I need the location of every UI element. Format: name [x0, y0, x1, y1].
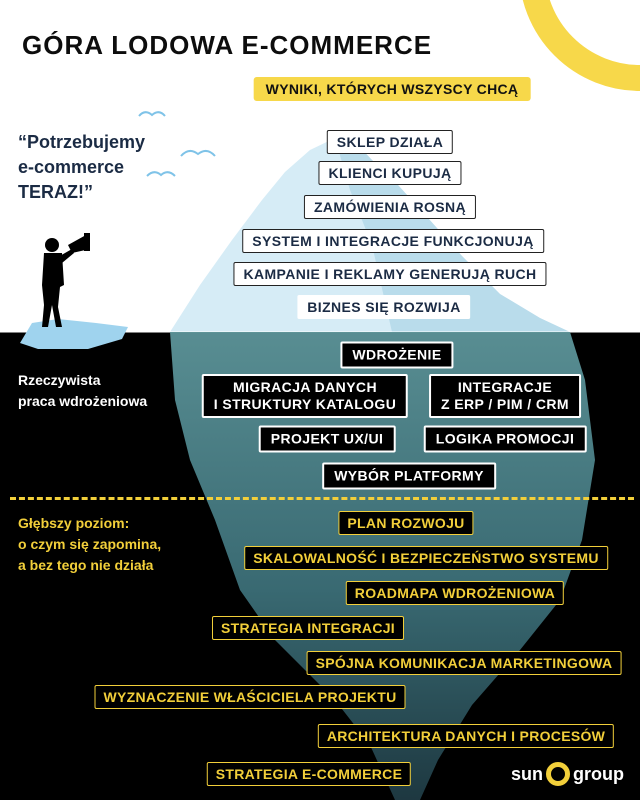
- task-item: WDROŻENIE: [340, 342, 453, 369]
- task-item: PROJEKT UX/UI: [259, 426, 396, 453]
- foundation-item: SPÓJNA KOMUNIKACJA MARKETINGOWA: [307, 651, 622, 675]
- result-item: SKLEP DZIAŁA: [327, 130, 453, 154]
- depth-divider: [10, 497, 634, 500]
- quote-line: “Potrzebujemy: [18, 132, 146, 152]
- deep-label: [18, 513, 161, 576]
- result-item: SYSTEM I INTEGRACJE FUNKCJONUJĄ: [242, 229, 544, 253]
- megaphone-person-icon: [18, 215, 133, 350]
- foundation-item: PLAN ROZWOJU: [338, 511, 473, 535]
- foundation-item: WYZNACZENIE WŁAŚCICIELA PROJEKTU: [95, 685, 406, 709]
- page-title: GÓRA LODOWA E-COMMERCE: [22, 30, 433, 60]
- task-item: LOGIKA PROMOCJI: [424, 426, 587, 453]
- result-item: ZAMÓWIENIA ROSNĄ: [304, 195, 476, 219]
- foundation-item: STRATEGIA INTEGRACJI: [212, 616, 404, 640]
- top-banner: WYNIKI, KTÓRYCH WSZYSCY CHCĄ: [254, 77, 531, 101]
- task-item: [429, 374, 581, 418]
- deep-label-line: Głębszy poziom:: [18, 515, 130, 531]
- foundation-item: ARCHITEKTURA DANYCH I PROCESÓW: [318, 724, 614, 748]
- result-item: KAMPANIE I REKLAMY GENERUJĄ RUCH: [233, 262, 546, 286]
- task-item: WYBÓR PLATFORMY: [322, 463, 496, 490]
- quote-line: TERAZ!”: [18, 182, 93, 202]
- logo-text-right: group: [573, 763, 624, 784]
- bird-icon: [138, 108, 166, 118]
- bird-icon: [180, 146, 216, 158]
- deep-label-line: a bez tego nie działa: [18, 557, 154, 573]
- sungroup-logo: [511, 762, 624, 786]
- task-item-line: I STRUKTURY KATALOGU: [213, 396, 397, 412]
- foundation-item: SKALOWALNOŚĆ I BEZPIECZEŃSTWO SYSTEMU: [244, 546, 608, 570]
- result-item: KLIENCI KUPUJĄ: [318, 161, 461, 185]
- ice-floe-icon: [20, 319, 128, 349]
- implementation-label-line: Rzeczywista: [18, 372, 101, 388]
- logo-sun-icon: [546, 762, 570, 786]
- bird-icon: [146, 168, 176, 178]
- task-item-line: INTEGRACJE: [457, 379, 553, 395]
- task-item-line: Z ERP / PIM / CRM: [441, 396, 569, 412]
- task-item-line: MIGRACJA DANYCH: [233, 379, 377, 395]
- deep-label-line: o czym się zapomina,: [18, 536, 162, 552]
- implementation-label: [18, 370, 147, 412]
- logo-text-left: sun: [510, 763, 543, 784]
- quote-text: [18, 130, 145, 205]
- quote-line: e-commerce: [18, 157, 125, 177]
- foundation-item: ROADMAPA WDROŻENIOWA: [346, 581, 564, 605]
- result-item: BIZNES SIĘ ROZWIJA: [297, 295, 470, 319]
- foundation-item: STRATEGIA E-COMMERCE: [207, 762, 411, 786]
- task-item: [202, 374, 408, 418]
- implementation-label-line: praca wdrożeniowa: [18, 393, 148, 409]
